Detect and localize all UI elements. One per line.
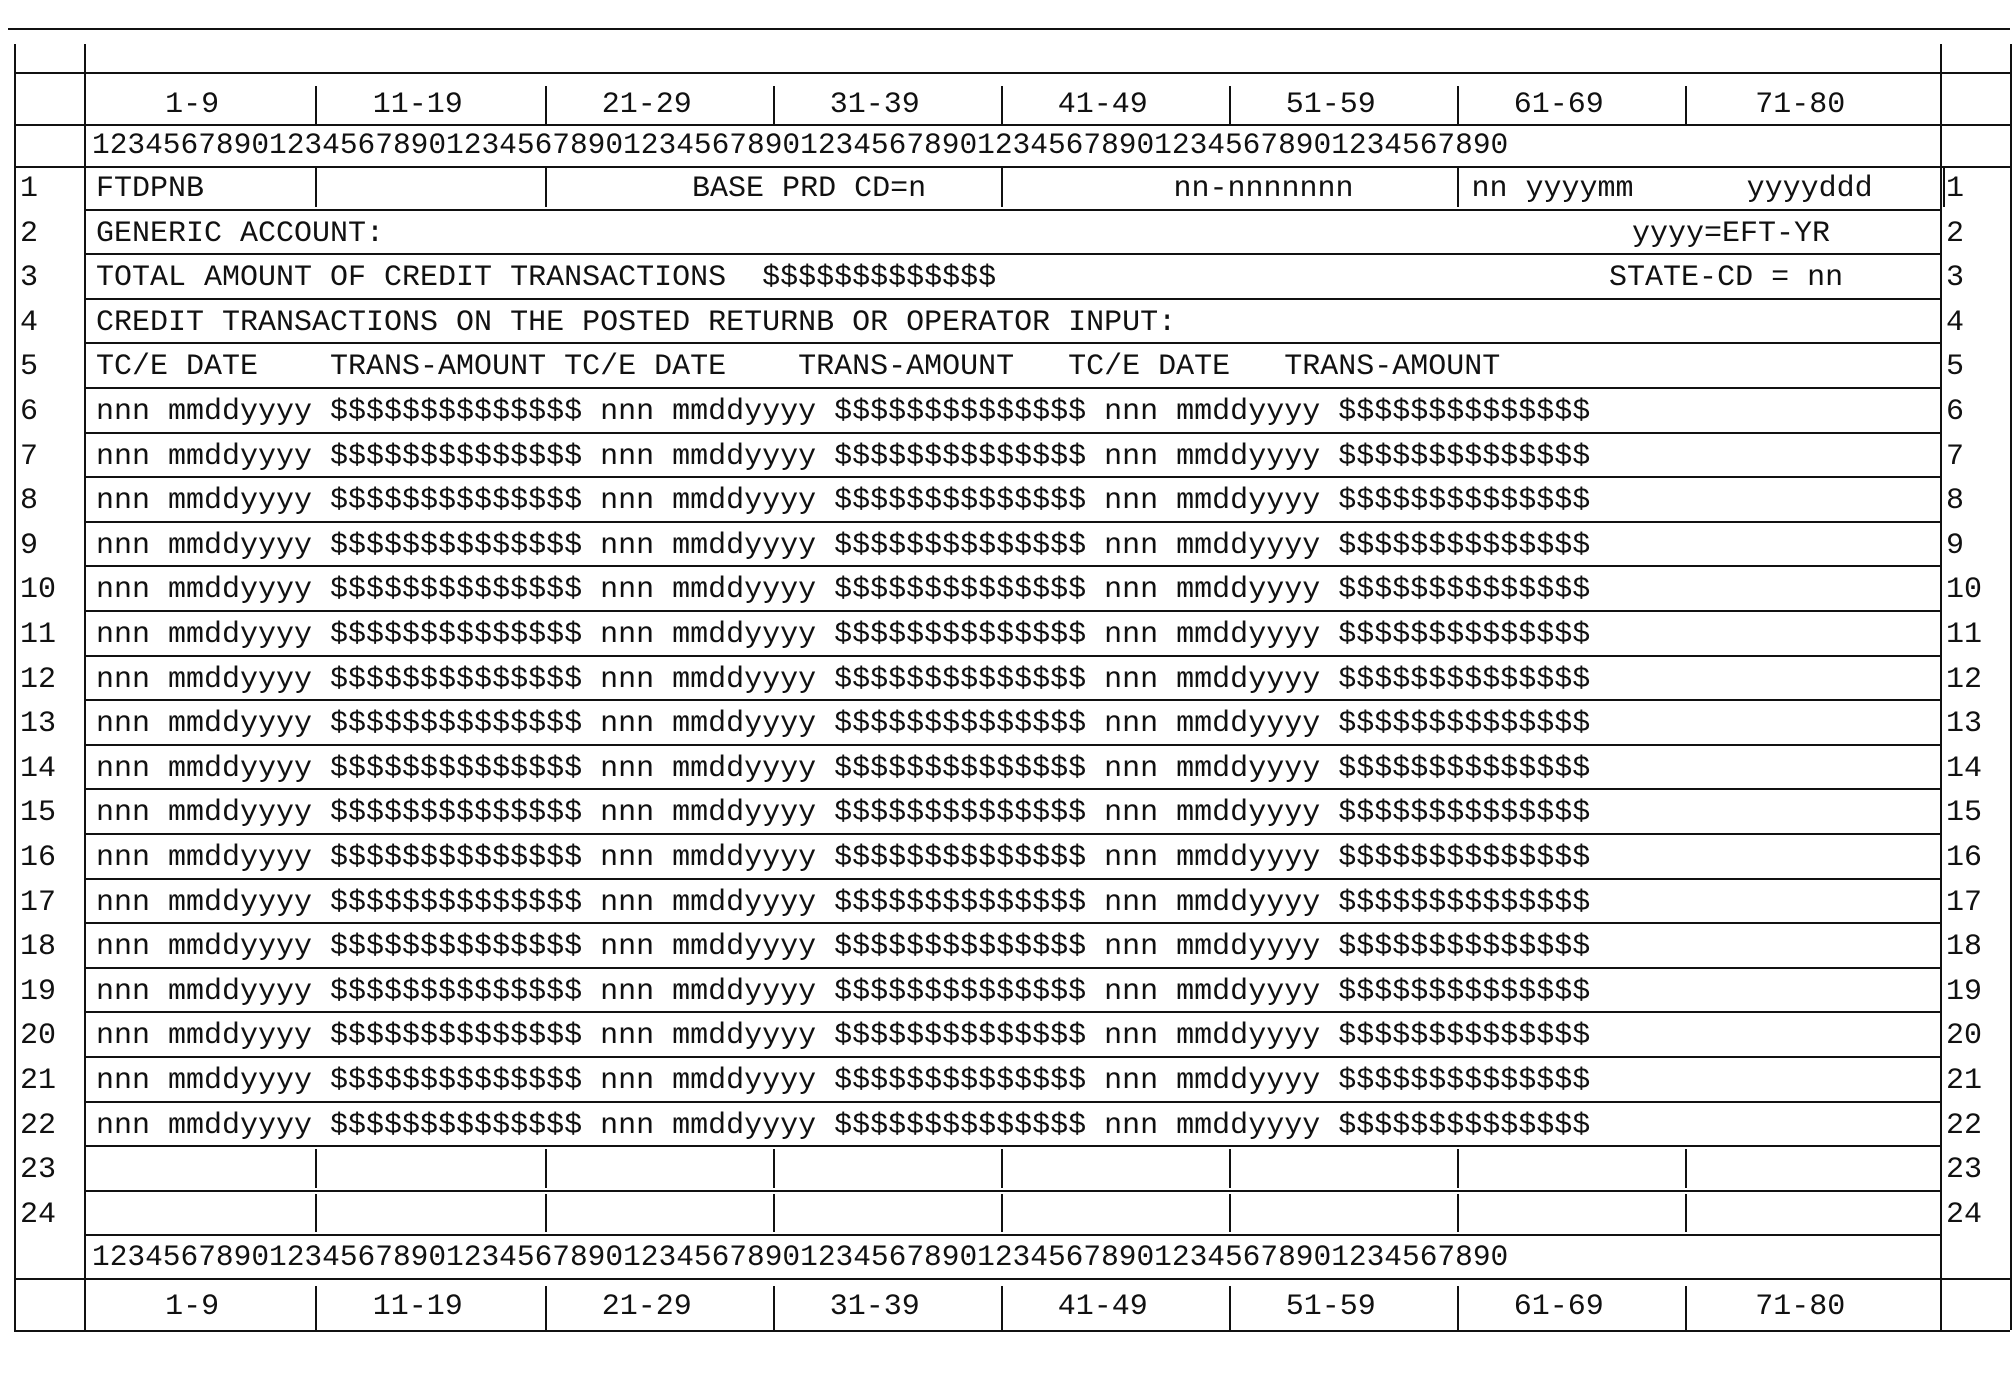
field-text: nnn mmddyyyy $$$$$$$$$$$$$$ nnn mmddyyyy $$$$$$$$$$$$$$ nnn mmddyyyy $$$$$$$$$$$$$$ [96, 618, 1591, 652]
row-number-right: 3 [1946, 261, 1965, 296]
row-underline [84, 387, 1940, 389]
inner-right-body [1940, 166, 1942, 1236]
row-number-left: 15 [20, 796, 57, 831]
row-number-left: 16 [20, 841, 57, 875]
row-underline [84, 1101, 1940, 1103]
column-range-label: 31-39 [829, 88, 920, 122]
range-separator [1229, 86, 1231, 124]
field-divider [1001, 168, 1003, 207]
column-range-label: 41-49 [1057, 88, 1148, 122]
footer-range-line [14, 1330, 2010, 1332]
row-underline [84, 922, 1940, 924]
row-underline [84, 253, 1940, 255]
right-edge-body [2010, 166, 2012, 1236]
field-text: nn yyyymm [1471, 172, 1634, 206]
row-underline [84, 521, 1940, 523]
row-number-right: 9 [1946, 528, 1965, 563]
row-underline [84, 1190, 1940, 1192]
field-text: TOTAL AMOUNT OF CREDIT TRANSACTIONS $$$$$$$$$$$$$ [96, 261, 997, 296]
field-text: BASE PRD CD=n [692, 172, 927, 206]
row-number-right: 6 [1946, 395, 1965, 429]
empty-row-separator [1685, 1194, 1687, 1233]
empty-row-separator [1457, 1194, 1459, 1233]
row-underline [84, 788, 1940, 790]
field-text: yyyyddd [1746, 172, 1873, 206]
row-number-left: 18 [20, 930, 57, 965]
range-separator [1001, 86, 1003, 124]
field-divider [1457, 168, 1459, 207]
row-number-right: 11 [1946, 618, 1983, 652]
column-range-label: 21-29 [601, 88, 692, 122]
row-number-right: 12 [1946, 662, 1983, 697]
row-number-right: 13 [1946, 707, 1983, 742]
field-text: nnn mmddyyyy $$$$$$$$$$$$$$ nnn mmddyyyy $$$$$$$$$$$$$$ nnn mmddyyyy $$$$$$$$$$$$$$ [96, 885, 1591, 920]
range-separator [545, 86, 547, 124]
footer-range-separator [545, 1286, 547, 1330]
field-text: nnn mmddyyyy $$$$$$$$$$$$$$ nnn mmddyyyy $$$$$$$$$$$$$$ nnn mmddyyyy $$$$$$$$$$$$$$ [96, 662, 1591, 697]
field-text: nnn mmddyyyy $$$$$$$$$$$$$$ nnn mmddyyyy $$$$$$$$$$$$$$ nnn mmddyyyy $$$$$$$$$$$$$$ [96, 439, 1591, 474]
field-text: nnn mmddyyyy $$$$$$$$$$$$$$ nnn mmddyyyy $$$$$$$$$$$$$$ nnn mmddyyyy $$$$$$$$$$$$$$ [96, 707, 1591, 742]
range-separator [1457, 86, 1459, 124]
field-text: nnn mmddyyyy $$$$$$$$$$$$$$ nnn mmddyyyy $$$$$$$$$$$$$$ nnn mmddyyyy $$$$$$$$$$$$$$ [96, 484, 1591, 519]
footer-range-separator [315, 1286, 317, 1330]
row-number-left: 8 [20, 484, 39, 519]
field-text: CREDIT TRANSACTIONS ON THE POSTED RETURNB OR OPERATOR INPUT: [96, 305, 1177, 340]
footer-column-range-label: 71-80 [1755, 1290, 1846, 1325]
row-underline [84, 432, 1940, 434]
inner-left-header [84, 44, 86, 166]
field-text: nnn mmddyyyy $$$$$$$$$$$$$$ nnn mmddyyyy $$$$$$$$$$$$$$ nnn mmddyyyy $$$$$$$$$$$$$$ [96, 395, 1591, 429]
row-underline [84, 967, 1940, 969]
row-number-right: 20 [1946, 1019, 1983, 1054]
row-number-right: 1 [1946, 172, 1965, 206]
field-text: STATE-CD = nn [1609, 261, 1844, 296]
field-text: nnn mmddyyyy $$$$$$$$$$$$$$ nnn mmddyyyy $$$$$$$$$$$$$$ nnn mmddyyyy $$$$$$$$$$$$$$ [96, 796, 1591, 831]
footer-range-separator [1001, 1286, 1003, 1330]
row-number-left: 14 [20, 751, 57, 786]
field-text: nnn mmddyyyy $$$$$$$$$$$$$$ nnn mmddyyyy $$$$$$$$$$$$$$ nnn mmddyyyy $$$$$$$$$$$$$$ [96, 1108, 1591, 1143]
empty-row-separator [1001, 1194, 1003, 1233]
row-number-left: 5 [20, 350, 39, 385]
header-line [14, 72, 2010, 74]
row-number-left: 23 [20, 1153, 57, 1188]
right-edge-header [2010, 44, 2012, 166]
row-number-right: 22 [1946, 1108, 1983, 1143]
inner-right-footer [1940, 1236, 1942, 1330]
row-number-left: 2 [20, 216, 39, 251]
field-text: nnn mmddyyyy $$$$$$$$$$$$$$ nnn mmddyyyy $$$$$$$$$$$$$$ nnn mmddyyyy $$$$$$$$$$$$$$ [96, 1064, 1591, 1098]
left-edge-body [14, 166, 16, 1236]
column-ruler: 12345678901234567890123456789012345678901234567890123456789012345678901234567890 [92, 128, 1509, 162]
row-number-right: 7 [1946, 439, 1965, 474]
empty-row-separator [1457, 1149, 1459, 1188]
inner-left-body [84, 166, 86, 1236]
row-number-left: 21 [20, 1064, 57, 1098]
row-number-right: 24 [1946, 1197, 1983, 1232]
field-text: nnn mmddyyyy $$$$$$$$$$$$$$ nnn mmddyyyy $$$$$$$$$$$$$$ nnn mmddyyyy $$$$$$$$$$$$$$ [96, 528, 1591, 563]
row-number-right: 10 [1946, 573, 1983, 608]
inner-left-footer [84, 1236, 86, 1330]
footer-range-separator [1229, 1286, 1231, 1330]
footer-column-ruler: 12345678901234567890123456789012345678901234567890123456789012345678901234567890 [92, 1240, 1509, 1275]
top-border-line [8, 28, 2010, 30]
row-underline [84, 1145, 1940, 1147]
right-edge-footer [2010, 1236, 2012, 1330]
row-number-left: 17 [20, 885, 57, 920]
field-divider [545, 168, 547, 207]
field-divider [1943, 168, 1945, 207]
row-underline [84, 342, 1940, 344]
row-number-left: 9 [20, 528, 39, 563]
row-underline [84, 209, 1940, 211]
left-edge-footer [14, 1236, 16, 1330]
row-number-right: 21 [1946, 1064, 1983, 1098]
footer-range-separator [1457, 1286, 1459, 1330]
row-number-right: 2 [1946, 216, 1965, 251]
row-number-right: 19 [1946, 974, 1983, 1009]
field-text: TC/E DATE TRANS-AMOUNT TC/E DATE TRANS-AMOUNT TC/E DATE TRANS-AMOUNT [96, 350, 1501, 385]
column-range-label: 51-59 [1285, 88, 1376, 122]
row-underline [84, 610, 1940, 612]
column-range-label: 61-69 [1513, 88, 1604, 122]
row-number-left: 19 [20, 974, 57, 1009]
field-text: nnn mmddyyyy $$$$$$$$$$$$$$ nnn mmddyyyy $$$$$$$$$$$$$$ nnn mmddyyyy $$$$$$$$$$$$$$ [96, 841, 1591, 875]
empty-row-separator [1685, 1149, 1687, 1188]
row-number-left: 20 [20, 1019, 57, 1054]
inner-right-header [1940, 44, 1942, 166]
row-underline [84, 476, 1940, 478]
field-text: nnn mmddyyyy $$$$$$$$$$$$$$ nnn mmddyyyy $$$$$$$$$$$$$$ nnn mmddyyyy $$$$$$$$$$$$$$ [96, 573, 1591, 608]
ruler-row-line [14, 166, 2010, 168]
footer-range-separator [773, 1286, 775, 1330]
row-number-right: 23 [1946, 1153, 1983, 1188]
range-separator [1685, 86, 1687, 124]
footer-ruler-line [14, 1278, 2010, 1280]
row-underline [84, 1056, 1940, 1058]
row-underline [84, 1011, 1940, 1013]
footer-column-range-label: 1-9 [165, 1290, 220, 1325]
footer-column-range-label: 11-19 [372, 1290, 463, 1325]
row-number-left: 1 [20, 172, 39, 206]
column-range-label: 71-80 [1755, 88, 1846, 122]
row-underline [84, 699, 1940, 701]
row-number-right: 5 [1946, 350, 1965, 385]
empty-row-separator [1229, 1149, 1231, 1188]
column-range-label: 1-9 [165, 88, 220, 122]
field-divider [315, 168, 317, 207]
row-number-right: 15 [1946, 796, 1983, 831]
footer-column-range-label: 51-59 [1285, 1290, 1376, 1325]
footer-range-separator [1685, 1286, 1687, 1330]
empty-row-separator [315, 1194, 317, 1233]
row-number-left: 12 [20, 662, 57, 697]
empty-row-separator [773, 1194, 775, 1233]
row-underline [84, 878, 1940, 880]
empty-row-separator [773, 1149, 775, 1188]
column-range-label: 11-19 [372, 88, 463, 122]
field-text: nnn mmddyyyy $$$$$$$$$$$$$$ nnn mmddyyyy $$$$$$$$$$$$$$ nnn mmddyyyy $$$$$$$$$$$$$$ [96, 751, 1591, 786]
row-underline [84, 655, 1940, 657]
row-number-left: 24 [20, 1197, 57, 1232]
row-number-right: 16 [1946, 841, 1983, 875]
row-underline [84, 565, 1940, 567]
row-underline [84, 833, 1940, 835]
empty-row-separator [315, 1149, 317, 1188]
footer-column-range-label: 21-29 [601, 1290, 692, 1325]
row-number-left: 13 [20, 707, 57, 742]
footer-column-range-label: 41-49 [1057, 1290, 1148, 1325]
empty-row-separator [545, 1149, 547, 1188]
range-row-line [14, 124, 2010, 126]
field-text: nnn mmddyyyy $$$$$$$$$$$$$$ nnn mmddyyyy $$$$$$$$$$$$$$ nnn mmddyyyy $$$$$$$$$$$$$$ [96, 1019, 1591, 1054]
row-number-left: 4 [20, 305, 39, 340]
field-text: yyyy=EFT-YR [1631, 216, 1831, 251]
empty-row-separator [1229, 1194, 1231, 1233]
field-text: nnn mmddyyyy $$$$$$$$$$$$$$ nnn mmddyyyy $$$$$$$$$$$$$$ nnn mmddyyyy $$$$$$$$$$$$$$ [96, 930, 1591, 965]
empty-row-separator [1001, 1149, 1003, 1188]
row-underline [84, 1234, 1940, 1236]
footer-column-range-label: 31-39 [829, 1290, 920, 1325]
left-edge-header [14, 44, 16, 166]
row-number-right: 17 [1946, 885, 1983, 920]
row-number-right: 4 [1946, 305, 1965, 340]
row-number-left: 11 [20, 618, 57, 652]
row-number-left: 3 [20, 261, 39, 296]
row-number-left: 22 [20, 1108, 57, 1143]
field-text: FTDPNB [96, 172, 205, 206]
row-number-right: 14 [1946, 751, 1983, 786]
empty-row-separator [545, 1194, 547, 1233]
row-number-right: 18 [1946, 930, 1983, 965]
row-underline [84, 744, 1940, 746]
footer-column-range-label: 61-69 [1513, 1290, 1604, 1325]
range-separator [315, 86, 317, 124]
row-number-left: 6 [20, 395, 39, 429]
row-underline [84, 298, 1940, 300]
field-text: GENERIC ACCOUNT: [96, 216, 385, 251]
range-separator [773, 86, 775, 124]
field-text: nn-nnnnnnn [1173, 172, 1354, 206]
field-text: nnn mmddyyyy $$$$$$$$$$$$$$ nnn mmddyyyy $$$$$$$$$$$$$$ nnn mmddyyyy $$$$$$$$$$$$$$ [96, 974, 1591, 1009]
row-number-left: 7 [20, 439, 39, 474]
row-number-left: 10 [20, 573, 57, 608]
row-number-right: 8 [1946, 484, 1965, 519]
